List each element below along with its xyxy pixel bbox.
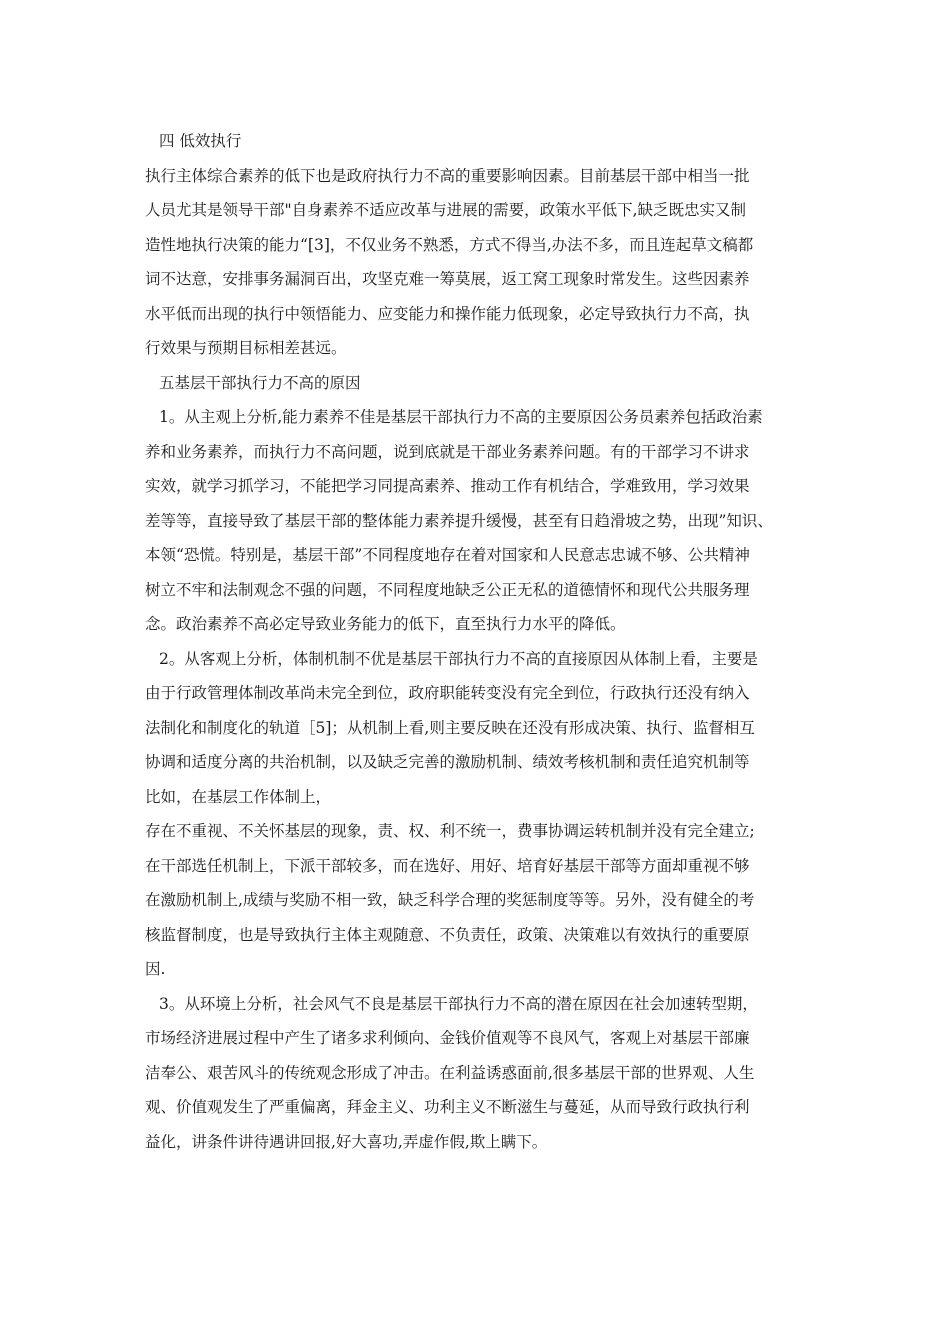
section-heading-4: 四 低效执行 (159, 132, 242, 150)
paragraph-line: 存在不重视、不关怀基层的现象，责、权、利不统一，费事协调运转机制并没有完全建立; (145, 822, 755, 840)
paragraph-line: 益化，讲条件讲待遇讲回报,好大喜功,弄虚作假,欺上瞒下。 (145, 1132, 548, 1151)
paragraph-line: 执行主体综合素养的低下也是政府执行力不高的重要影响因素。目前基层干部中相当一批 (145, 166, 750, 185)
document-body (145, 124, 825, 1159)
paragraph-line: 法制化和制度化的轨道［5]；从机制上看,则主要反映在还没有形成决策、执行、监督相互 (145, 718, 755, 737)
paragraph-line: 1。从主观上分析,能力素养不佳是基层干部执行力不高的主要原因公务员素养包括政治素 (159, 408, 763, 426)
paragraph-line: 念。政治素养不高必定导致业务能力的低下，直至执行力水平的降低。 (145, 615, 626, 633)
paragraph-line: 在激励机制上,成绩与奖励不相一致，缺乏科学合理的奖惩制度等等。另外，没有健全的考 (145, 891, 755, 909)
paragraph-line: 树立不牢和法制观念不强的问题，不同程度地缺乏公正无私的道德情怀和现代公共服务理 (145, 580, 750, 599)
paragraph-line: 协调和适度分离的共治机制，以及缺乏完善的激励机制、绩效考核机制和责任追究机制等 (145, 753, 750, 771)
paragraph-line: 养和业务素养，而执行力不高问题，说到底就是干部业务素养问题。有的干部学习不讲求 (145, 442, 750, 461)
paragraph-line: 3。从环境上分析，社会风气不良是基层干部执行力不高的潜在原因在社会加速转型期， (159, 994, 758, 1013)
paragraph-line: 由于行政管理体制改革尚未完全到位，政府职能转变没有完全到位，行政执行还没有纳入 (145, 684, 750, 702)
paragraph-line: 词不达意，安排事务漏洞百出，攻坚克难一筹莫展，返工窝工现象时常发生。这些因素养 (145, 270, 750, 288)
paragraph-line: 造性地执行决策的能力“[3]，不仅业务不熟悉，方式不得当,办法不多，而且连起草文稿都 (145, 235, 754, 254)
paragraph-line: 人员尤其是领导干部"自身素养不适应改革与进展的需要，政策水平低下,缺乏既忠实又制 (145, 201, 747, 219)
paragraph-line: 因. (145, 960, 166, 978)
paragraph-line: 本领“恐慌。特别是，基层干部”不同程度地存在着对国家和人民意志忠诚不够、公共精神 (145, 546, 750, 564)
paragraph-line: 洁奉公、艰苦风斗的传统观念形成了冲击。在利益诱惑面前,很多基层干部的世界观、人生 (145, 1063, 755, 1082)
paragraph-line: 差等等，直接导致了基层干部的整体能力素养提升缓慢，甚至有日趋滑坡之势，出现”知识、 (145, 511, 773, 530)
paragraph-line: 水平低而出现的执行中领悟能力、应变能力和操作能力低现象，必定导致执行力不高，执 (145, 304, 750, 323)
paragraph-line: 2。从客观上分析，体制机制不优是基层干部执行力不高的直接原因从体制上看，主要是 (159, 649, 758, 668)
paragraph-line: 市场经济进展过程中产生了诸多求利倾向、金钱价值观等不良风气，客观上对基层干部廉 (145, 1029, 750, 1047)
paragraph-line: 实效，就学习抓学习，不能把学习同提高素养、推动工作有机结合，学难致用，学习效果 (145, 477, 750, 495)
paragraph-line: 观、价值观发生了严重偏离，拜金主义、功利主义不断滋生与蔓延，从而导致行政执行利 (145, 1098, 750, 1116)
paragraph-line: 行效果与预期目标相差甚远。 (145, 339, 347, 357)
paragraph-line: 在干部选任机制上，下派干部较多，而在选好、用好、培育好基层干部等方面却重视不够 (145, 856, 750, 875)
paragraph-line: 核监督制度，也是导致执行主体主观随意、不负责任，政策、决策难以有效执行的重要原 (145, 925, 750, 944)
section-heading-5: 五基层干部执行力不高的原因 (159, 373, 361, 392)
paragraph-line: 比如，在基层工作体制上， (145, 787, 332, 806)
